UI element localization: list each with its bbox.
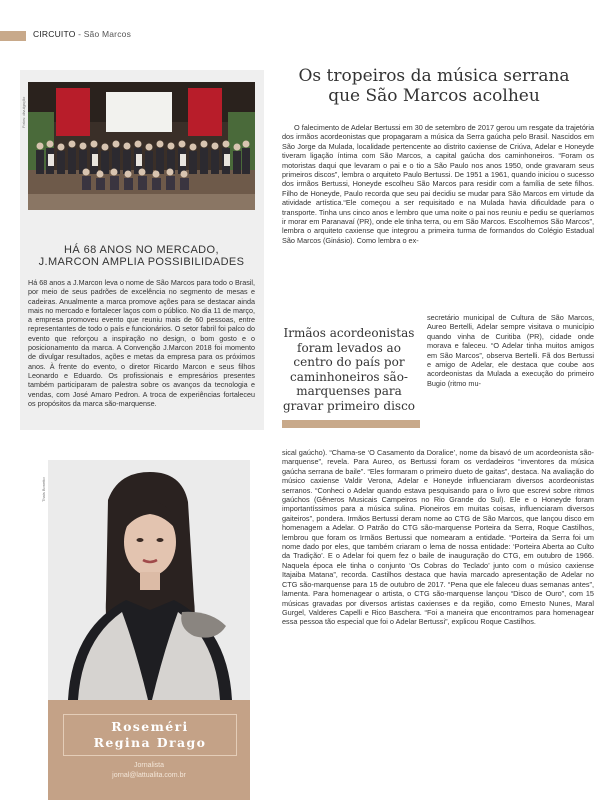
author-portrait-illustration (48, 460, 250, 700)
author-card (48, 460, 250, 800)
article-title-line-1: Os tropeiros da música serrana (298, 66, 570, 86)
article-title-line-2: que São Marcos acolheu (328, 86, 540, 106)
article-paragraph-1: O falecimento de Adelar Bertussi em 30 de setembro de 2017 gerou um resgate da trajetória dos irmãos acordeonistas que propagaram a música da Serra gaúcha pelo Brasil. Nascidos em São Jorge da Mulada, localidade pertencente ao distrito caxiense de Criúva, Adelar e Honeyde tiveram ligação íntima com São Marcos, a capital gaúcha dos caminhoneiros. “Foram os motoristas daqui que levaram o pai e o tio a São Paulo nos anos 1950, onde gravaram seus primeiros discos”, lembra o arquiteto Paulo Bertussi. De 1951 a 1961, quando iniciou o sucesso dos irmãos Bertussi, Honeyde escolheu São Marcos para residir com a família de sete filhos. Filho de Honeyde, Paulo recorda que seu pai decidiu se mudar para São Marcos em virtude da atividade artística.“Ele começou a ser requisitado e na Mulada havia dificuldade para o transporte. Tinha uns cinco anos e lembro que uma noite o pai nos reuniu e pediu se queríamos ir morar em Paranavaí (PR), onde ele tinha terra, ou em São Marcos. Escolhemos São Marcos”, lembra o arquiteto caxiense que integrou a primeira turma de formandos do Colégio Estadual São Marcos (Ginásio). Como lembra o ex- (282, 123, 594, 245)
author-name (64, 719, 236, 751)
sidebar-title-line-1: HÁ 68 ANOS NO MERCADO, (64, 244, 219, 256)
author-email: jornal@lattualita.com.br (112, 772, 186, 779)
subsection-name: São Marcos (83, 29, 132, 39)
sidebar-title (28, 244, 255, 268)
section-header (33, 29, 131, 39)
section-separator: - (75, 29, 84, 39)
author-last-name: Regina Drago (93, 735, 207, 750)
article-paragraph-3: sical gaúcho). “Chama-se ‘O Casamento da Doralice’, nome da bisavó de um acordeonista são-marquense”, revela. Para Aureo, os Bertussi foram os verdadeiros “inventores da música gaúcha serrana de baile”. “Eles formaram o primeiro dueto de gaitas”, destaca. Na avaliação do músico caxiense Valdir Verona, Adelar e Honeyde influenciaram diversos acordeonistas serranos. “Conheci o Adelar quando estava pesquisando para o livro que escrevi sobre ritmos gaúchos (Gêneros Musicais Campeiros no Rio Grande do Sul). Ele e o Honeyde foram importantíssimos para a música sulina. Pioneiros em muitas coisas, influenciaram diversos gaiteiros”, pondera. Irmãos Bertussi deram nome ao CTG de São Marcos, que lançou disco em homenagem a Adelar. O Patrão do CTG são-marquense Porteira da Serra, Roque Castilhos, lembrou que foram os Irmãos Bertussi que nomearam a entidade. “Porteira da Serra foi um nome dado por eles, que também criaram o lema de nossa entidade: ‘Porteira Aberta ao Culto da Tradição’. E o Adelar foi quem fez o baile de inauguração do CTG, em outubro de 1966. Naquela época ele tinha o conjunto ‘Os Cobras do Teclado’ junto com o músico caxiense Itajaiba Matana”, recorda. Castilhos destaca que havia marcado apresentação de Adelar no CTG são-marquense para 15 de outubro de 2017. “Pena que ele faleceu duas semanas antes”, lamenta. Para homenagear o artista, o CTG são-marquense lançou “Disco de Ouro”, com 15 músicas gravadas por diversos artistas caxienses e da região, como Ernesto Nunes, Maral Gurgel, Valderes Capelli e Rico Baschera. “Foi a maneira que encontramos para homenagear essa pessoa tão especial que foi o Adelar Bertussi”, explicou Roque Castilhos. (282, 448, 594, 627)
sidebar-title-line-2: J.MARCON AMPLIA POSSIBILIDADES (38, 256, 245, 268)
pull-quote-accent-bar (282, 420, 420, 428)
article-paragraph-2: secretário municipal de Cultura de São Marcos, Aureo Bertelli, Adelar sempre visitava o município quando vinha de Curitiba (PR), cidade onde morava e faleceu. “O Adelar tinha muitos amigos em São Marcos”, observa Bertelli. Fã dos Bertussi e amigo de Adelar, ele destaca que coube aos acordeonistas da Mulada a execução do primeiro Bugio (ritmo mu- (427, 313, 594, 388)
article-title (276, 66, 592, 106)
sidebar-body: Há 68 anos a J.Marcon leva o nome de São Marcos para todo o Brasil, por meio de seus padrões de excelência no segmento de mesas e cadeiras. Anualmente a marca promove ações para se destacar ainda mais no mercado e fortalecer laços com o público. No dia 11 de março, a empresa promoveu evento que reuniu mais de 60 pessoas, entre representantes de todo o país e funcionários. O setor fabril foi palco do evento que reforçou a inspiração no design, o bom gosto e o posicionamento da marca. A Convenção J.Marcon 2018 foi momento de divulgar resultados, ações e metas da empresa para os próximos anos. À frente do evento, o diretor Ricardo Marcon e seus filhos Leonardo e Eduardo. Os profissionais e empresários presentes também participaram de palestra sobre os avanços da tecnologia e vendas, com José Amaro Pedron. A troca de experiências fortaleceu os propósitos da marca são-marquense. (28, 278, 255, 408)
author-name-frame (63, 714, 237, 756)
author-name-panel (48, 700, 250, 800)
event-photo (28, 82, 255, 210)
author-photo-credit: Thais Bonetto (41, 477, 46, 502)
header-accent-bar (0, 31, 26, 41)
pull-quote: Irmãos acordeonistas foram levados ao centro do país por caminhoneiros são-marquenses para gravar primeiro disco (282, 326, 416, 413)
section-name: CIRCUITO (33, 29, 76, 39)
event-photo-credit: Fotos: divulgação (21, 96, 26, 128)
author-first-name: Roseméri (111, 719, 189, 734)
event-photo-illustration (28, 82, 255, 210)
author-role: Jornalista (134, 762, 164, 769)
author-portrait (48, 460, 250, 700)
